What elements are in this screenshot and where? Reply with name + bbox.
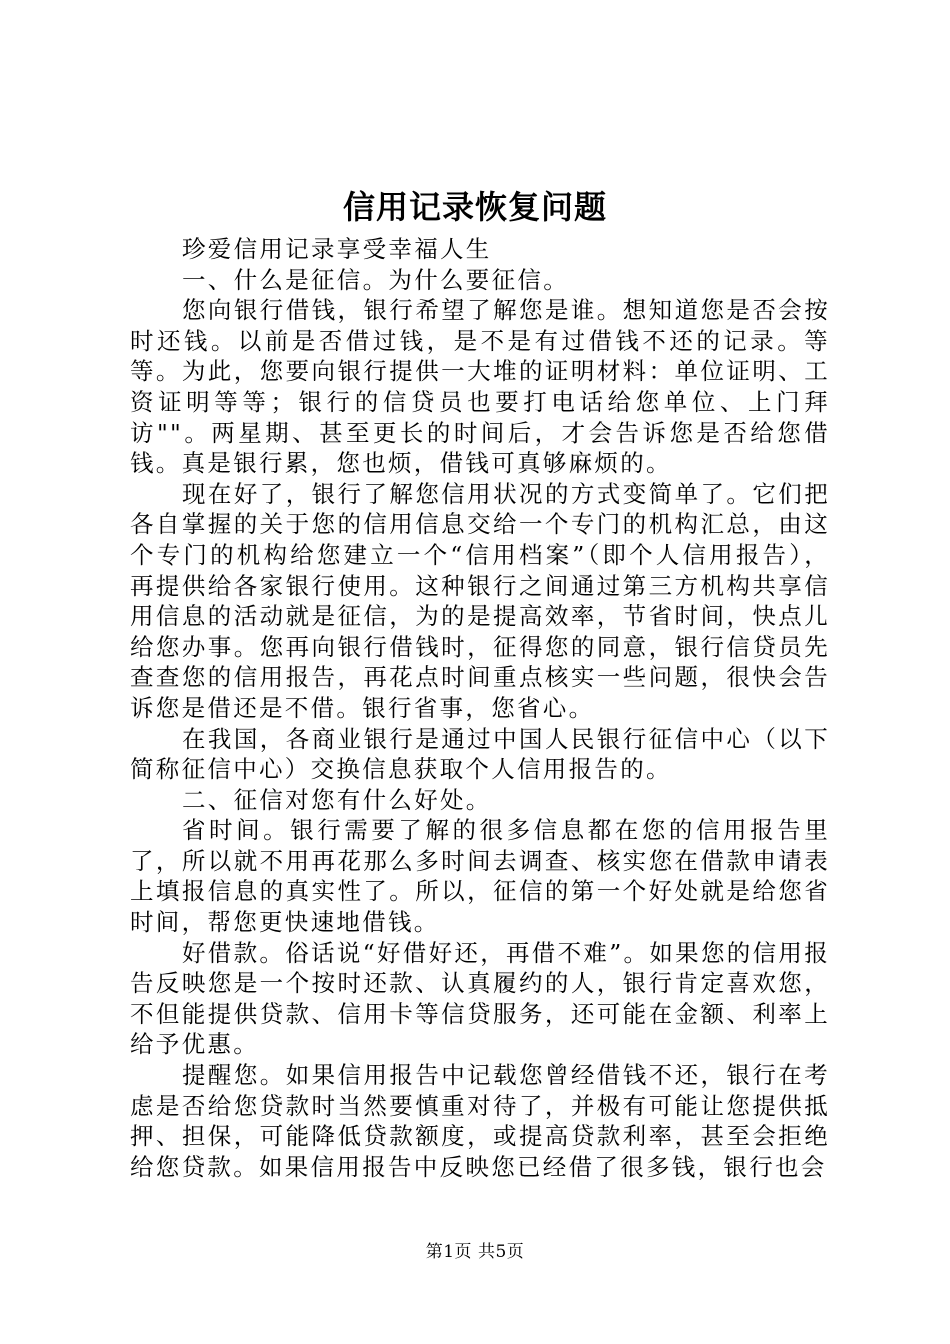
paragraph: 现在好了，银行了解您信用状况的方式变简单了。它们把各自掌握的关于您的信用信息交给一个专门的机构汇总，由这个专门的机构给您建立一个“信用档案”（即个人信用报告），再提供给各家银行使用。这种银行之间通过第三方机构共享信用信息的活动就是征信，为的是提高效率，节省时间，快点儿给您办事。您再向银行借钱时，征得您的同意，银行信贷员先查查您的信用报告，再花点时间重点核实一些问题，很快会告诉您是借还是不借。银行省事，您省心。 (130, 479, 830, 722)
paragraph-subtitle: 珍爱信用记录享受幸福人生 (182, 235, 492, 263)
paragraph: 好借款。俗话说“好借好还，再借不难”。如果您的信用报告反映您是一个按时还款、认真履约的人，银行肯定喜欢您，不但能提供贷款、信用卡等信贷服务，还可能在金额、利率上给予优惠。 (130, 938, 830, 1059)
section-heading-1: 一、什么是征信。为什么要征信。 (182, 265, 569, 294)
paragraph: 您向银行借钱，银行希望了解您是谁。想知道您是否会按时还钱。以前是否借过钱，是不是有过借钱不还的记录。等等。为此，您要向银行提供一大堆的证明材料：单位证明、工资证明等等；银行的信贷员也要打电话给您单位、上门拜访""。两星期、甚至更长的时间后，才会告诉您是否给您借钱。真是银行累，您也烦，借钱可真够麻烦的。 (130, 296, 830, 478)
page-footer: 第1页 共5页 (425, 1242, 525, 1262)
section-heading-2: 二、征信对您有什么好处。 (182, 785, 492, 814)
paragraph: 省时间。银行需要了解的很多信息都在您的信用报告里了，所以就不用再花那么多时间去调查、核实您在借款申请表上填报信息的真实性了。所以，征信的第一个好处就是给您省时间，帮您更快速地借钱。 (130, 816, 830, 937)
document-title: 信用记录恢复问题 (342, 188, 607, 226)
paragraph: 提醒您。如果信用报告中记载您曾经借钱不还，银行在考虑是否给您贷款时当然要慎重对待了，并极有可能让您提供抵押、担保，可能降低贷款额度，或提高贷款利率，甚至会拒绝给您贷款。如果信用报告中反映您已经借了很多钱，银行也会 (130, 1061, 830, 1181)
document-body (130, 234, 830, 1182)
paragraph: 在我国，各商业银行是通过中国人民银行征信中心（以下简称征信中心）交换信息获取个人信用报告的。 (130, 724, 830, 784)
